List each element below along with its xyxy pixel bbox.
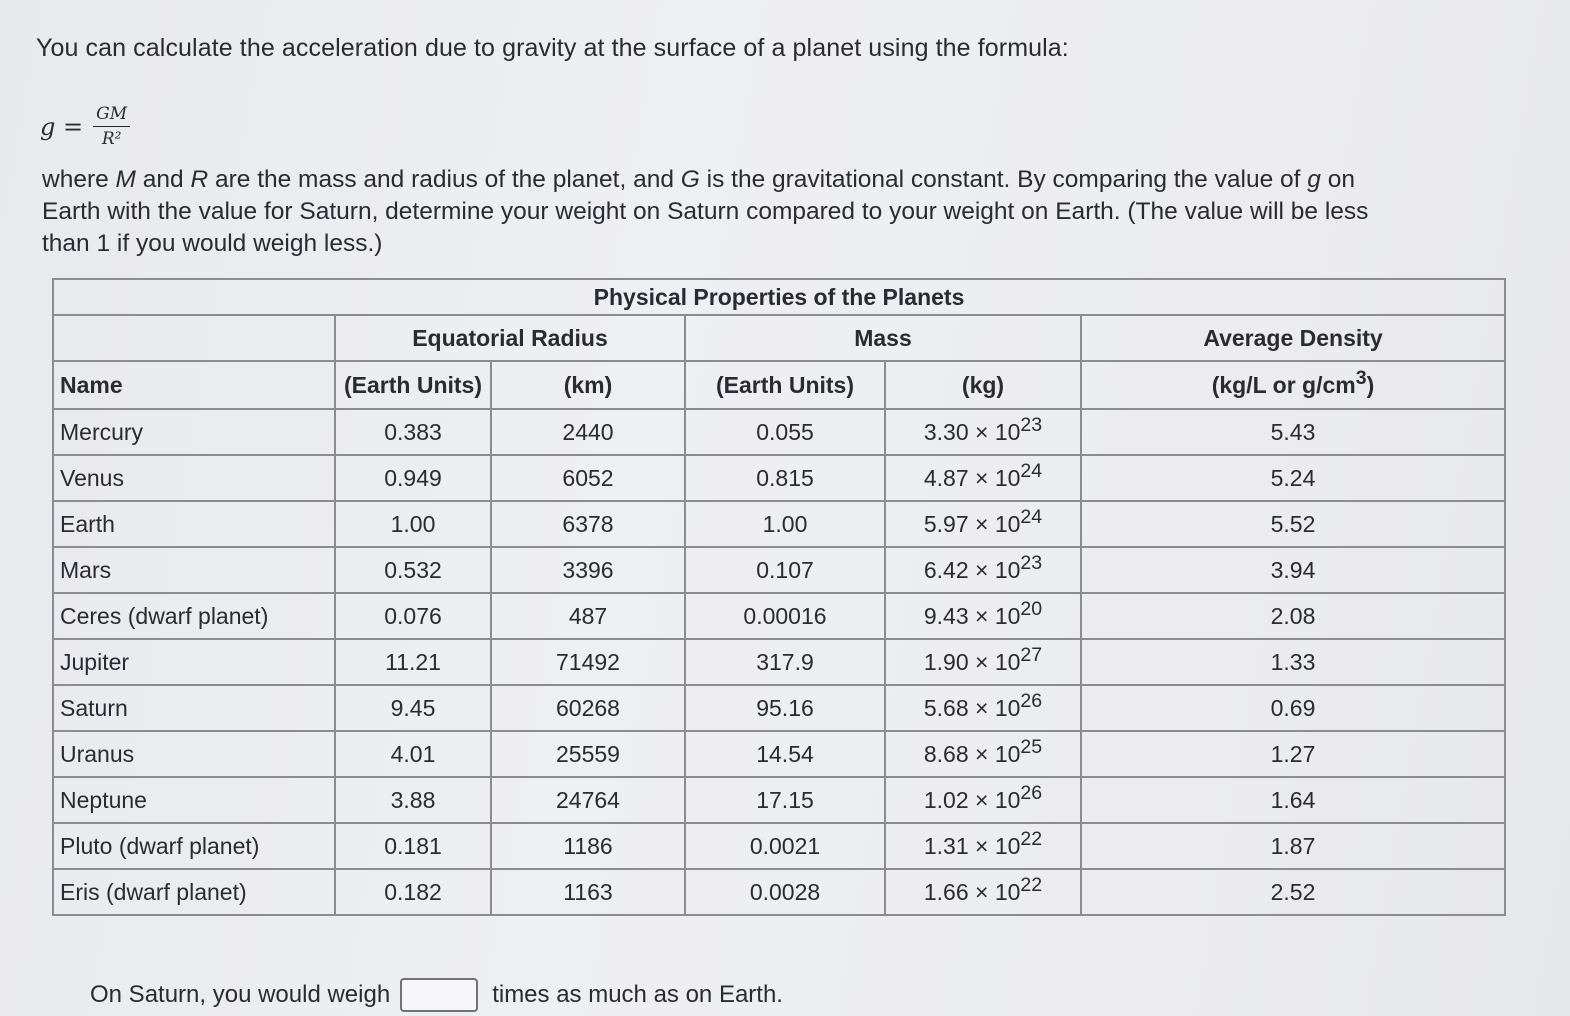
planet-name: Eris (dwarf planet)	[53, 869, 335, 915]
radius-km: 6378	[491, 501, 685, 547]
answer-suffix: times as much as on Earth.	[492, 981, 783, 1008]
table-row	[53, 593, 1505, 639]
formula-fraction	[93, 104, 130, 149]
table-row	[53, 639, 1505, 685]
answer-sentence	[90, 978, 783, 1012]
average-density: 1.33	[1081, 639, 1505, 685]
average-density: 1.27	[1081, 731, 1505, 777]
planet-name: Ceres (dwarf planet)	[53, 593, 335, 639]
radius-earth-units: 0.181	[335, 823, 491, 869]
table-row	[53, 547, 1505, 593]
answer-prefix: On Saturn, you would weigh	[90, 981, 391, 1008]
planet-name: Jupiter	[53, 639, 335, 685]
radius-km: 6052	[491, 455, 685, 501]
mass-earth-units: 17.15	[685, 777, 885, 823]
radius-km: 1163	[491, 869, 685, 915]
table-row	[53, 731, 1505, 777]
radius-earth-units: 9.45	[335, 685, 491, 731]
planet-name: Saturn	[53, 685, 335, 731]
average-density: 0.69	[1081, 685, 1505, 731]
paragraph-line-1: where M and R are the mass and radius of the planet, and G is the gravitational constant. By comparing the value of g on	[42, 166, 1355, 193]
header-density-units: (kg/L or $g/cm^3$)	[1081, 361, 1505, 409]
table-row	[53, 455, 1505, 501]
paragraph-line-3: than 1 if you would weigh less.)	[42, 230, 383, 257]
mass-earth-units: 317.9	[685, 639, 885, 685]
mass-kg: $1.02 \times 10^{26}$	[885, 777, 1081, 823]
header-name: Name	[53, 361, 335, 409]
average-density: 1.87	[1081, 823, 1505, 869]
planet-name: Mars	[53, 547, 335, 593]
mass-earth-units: 0.0028	[685, 869, 885, 915]
mass-earth-units: 0.107	[685, 547, 885, 593]
header-equatorial-radius: Equatorial Radius	[335, 315, 685, 361]
mass-kg: $1.90 \times 10^{27}$	[885, 639, 1081, 685]
radius-km: 24764	[491, 777, 685, 823]
planet-name: Mercury	[53, 409, 335, 455]
table-row	[53, 409, 1505, 455]
table-row	[53, 823, 1505, 869]
header-blank	[53, 315, 335, 361]
radius-km: 25559	[491, 731, 685, 777]
radius-earth-units: 11.21	[335, 639, 491, 685]
mass-kg: $4.87 \times 10^{24}$	[885, 455, 1081, 501]
question-paragraph	[42, 164, 1472, 260]
radius-earth-units: 0.182	[335, 869, 491, 915]
average-density: 2.52	[1081, 869, 1505, 915]
mass-earth-units: 0.815	[685, 455, 885, 501]
average-density: 1.64	[1081, 777, 1505, 823]
average-density: 5.52	[1081, 501, 1505, 547]
answer-input[interactable]	[400, 978, 478, 1012]
radius-earth-units: 0.383	[335, 409, 491, 455]
planet-name: Earth	[53, 501, 335, 547]
formula-lhs: g =	[40, 112, 84, 141]
paragraph-line-2: Earth with the value for Saturn, determine your weight on Saturn compared to your weight on Earth. (The value will be less	[42, 198, 1369, 225]
table-row	[53, 777, 1505, 823]
table-row	[53, 685, 1505, 731]
mass-earth-units: 14.54	[685, 731, 885, 777]
header-mass-earth-units: (Earth Units)	[685, 361, 885, 409]
radius-km: 2440	[491, 409, 685, 455]
mass-kg: $1.31 \times 10^{22}$	[885, 823, 1081, 869]
average-density: 5.24	[1081, 455, 1505, 501]
radius-earth-units: 0.076	[335, 593, 491, 639]
header-radius-km: (km)	[491, 361, 685, 409]
mass-kg: $3.30 \times 10^{23}$	[885, 409, 1081, 455]
radius-earth-units: 0.532	[335, 547, 491, 593]
header-mass: Mass	[685, 315, 1081, 361]
average-density: 2.08	[1081, 593, 1505, 639]
radius-earth-units: 0.949	[335, 455, 491, 501]
average-density: 5.43	[1081, 409, 1505, 455]
table-title: Physical Properties of the Planets	[53, 279, 1505, 315]
average-density: 3.94	[1081, 547, 1505, 593]
radius-km: 487	[491, 593, 685, 639]
mass-kg: $8.68 \times 10^{25}$	[885, 731, 1081, 777]
radius-km: 1186	[491, 823, 685, 869]
mass-kg: $6.42 \times 10^{23}$	[885, 547, 1081, 593]
gravity-formula	[40, 104, 130, 149]
table-row	[53, 501, 1505, 547]
radius-km: 3396	[491, 547, 685, 593]
mass-kg: $9.43 \times 10^{20}$	[885, 593, 1081, 639]
header-mass-kg: (kg)	[885, 361, 1081, 409]
mass-earth-units: 0.00016	[685, 593, 885, 639]
planet-name: Neptune	[53, 777, 335, 823]
planet-name: Pluto (dwarf planet)	[53, 823, 335, 869]
intro-text: You can calculate the acceleration due to gravity at the surface of a planet using the formula:	[36, 34, 1069, 62]
mass-kg: $1.66 \times 10^{22}$	[885, 869, 1081, 915]
planet-name: Venus	[53, 455, 335, 501]
radius-km: 60268	[491, 685, 685, 731]
radius-earth-units: 3.88	[335, 777, 491, 823]
table-row	[53, 869, 1505, 915]
mass-kg: $5.68 \times 10^{26}$	[885, 685, 1081, 731]
mass-earth-units: 95.16	[685, 685, 885, 731]
formula-numerator: GM	[93, 104, 130, 127]
mass-kg: $5.97 \times 10^{24}$	[885, 501, 1081, 547]
planet-name: Uranus	[53, 731, 335, 777]
mass-earth-units: 1.00	[685, 501, 885, 547]
radius-earth-units: 4.01	[335, 731, 491, 777]
radius-earth-units: 1.00	[335, 501, 491, 547]
formula-denominator: R²	[101, 129, 122, 149]
header-average-density: Average Density	[1081, 315, 1505, 361]
radius-km: 71492	[491, 639, 685, 685]
mass-earth-units: 0.055	[685, 409, 885, 455]
mass-earth-units: 0.0021	[685, 823, 885, 869]
planet-properties-table	[52, 278, 1504, 916]
header-radius-earth-units: (Earth Units)	[335, 361, 491, 409]
